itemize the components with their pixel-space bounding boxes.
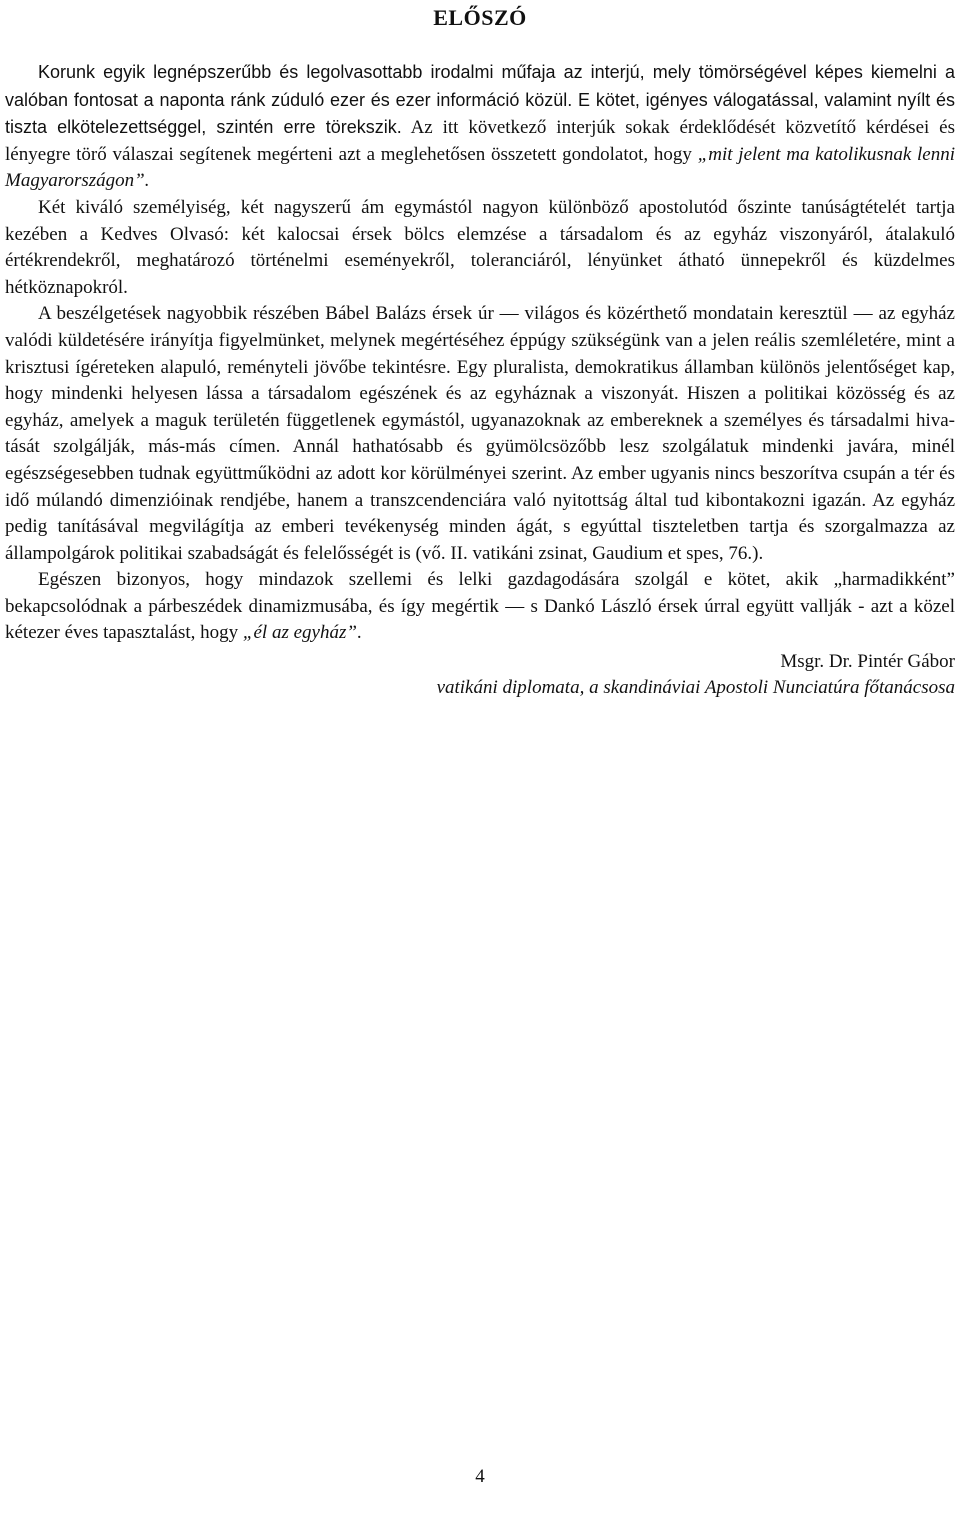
page-number: 4 bbox=[475, 1466, 485, 1487]
signature-name: Msgr. Dr. Pintér Gábor bbox=[780, 651, 955, 673]
paragraph-3: A beszélgetések nagyobbik részében Bábel Balázs érsek úr ― világos és közérthető mondatain keresztül ― az egyház valódi küldetésére irányítja figyelmünket, melynek megértéséhez éppúgy szükségünk van a jelen reális szemléletére, mint a krisztusi ígéreteken alapuló, reményteli jövőbe tekintésre. Egy pluralista, demokratikus államban különös jelentőséget kap, hogy mindenki helyesen lássa a társadalom egészének és az egyháznak a viszonyát. Hiszen a politikai közösség és az egyház, amelyek a maguk területén függetlenek egymástól, ugyanazoknak az embereknek a személyes és társadalmi hivatását szolgálják, más-más címen. Annál hathatósabb és gyümölcsözőbb lesz szolgálatuk mindenki javára, minél egészségesebben tudnak együttműködni az adott kor körülményei szerint. Az ember ugyanis nincs beszorítva csupán a tér és idő múlandó dimenzióinak rendjébe, hanem a transzcendenciára való nyitottság által tud kibontakozni igazán. Az egyház pedig tanításával megvilágítja az emberi tevékenység minden ágát, s egyúttal tiszteletben tartja és szorgalmazza az állampolgárok politikai szabadságát és felelősségét is (vő. II. vatikáni zsinat, Gaudium et spes, 76.). bbox=[5, 303, 955, 564]
paragraph-4 bbox=[5, 567, 955, 647]
paragraph-4-text: Egészen bizonyos, hogy mindazok szellemi és lelki gazdagodására szolgál e kötet, akik „harmadikként” bekapcsolódnak a párbeszédek dinamizmusába, és így megértik ― s Dankó László érsek úrral együtt vallják - azt a közel kétezer éves tapasztalást, hogy bbox=[5, 569, 955, 644]
paragraph-1 bbox=[5, 59, 955, 195]
paragraph-1-sentence-2: Az itt következő interjúk sokak érdeklődését közvetítő kérdései és lényegre törő válaszai segítenek megérteni azt a meglehetősen összetett gondolatot, hogy bbox=[5, 117, 956, 165]
paragraph-1-sentence-1: Korunk egyik legnépszerűbb és legolvasottabb irodalmi műfaja az interjú, mely tömörségével képes kiemelni a valóban fontosat a naponta ránk zúduló ezer és ezer információ közül. E kötet, igényes válogatással, valamint nyílt és tiszta elkötelezettséggel, szintén erre törekszik. bbox=[5, 62, 955, 138]
paragraph-4-quote: „él az egyház” bbox=[242, 622, 357, 644]
signature-title: vatikáni diplomata, a skandináviai Apostoli Nunciatúra főtanácsosa bbox=[436, 677, 955, 699]
foreword-body bbox=[5, 59, 955, 647]
page-title: ELŐSZÓ bbox=[433, 5, 527, 30]
paragraph-2: Két kiváló személyiség, két nagyszerű ám egymástól nagyon különböző apostolutód őszinte tanúságtételét tartja kezében a Kedves Olvasó: két kalocsai érsek bölcs elemzése a társadalom és az egyház viszonyáról, átalakuló értékrendekről, meghatározó történelmi eseményekről, toleranciáról, lényünket átható ünnepekről és küzdelmes hétköznapokról. bbox=[5, 196, 955, 298]
document-page bbox=[5, 0, 955, 1517]
paragraph-1-quote: „mit jelent ma katolikusnak lenni Magyarországon”. bbox=[5, 143, 955, 192]
paragraph-4-end: . bbox=[356, 622, 362, 644]
